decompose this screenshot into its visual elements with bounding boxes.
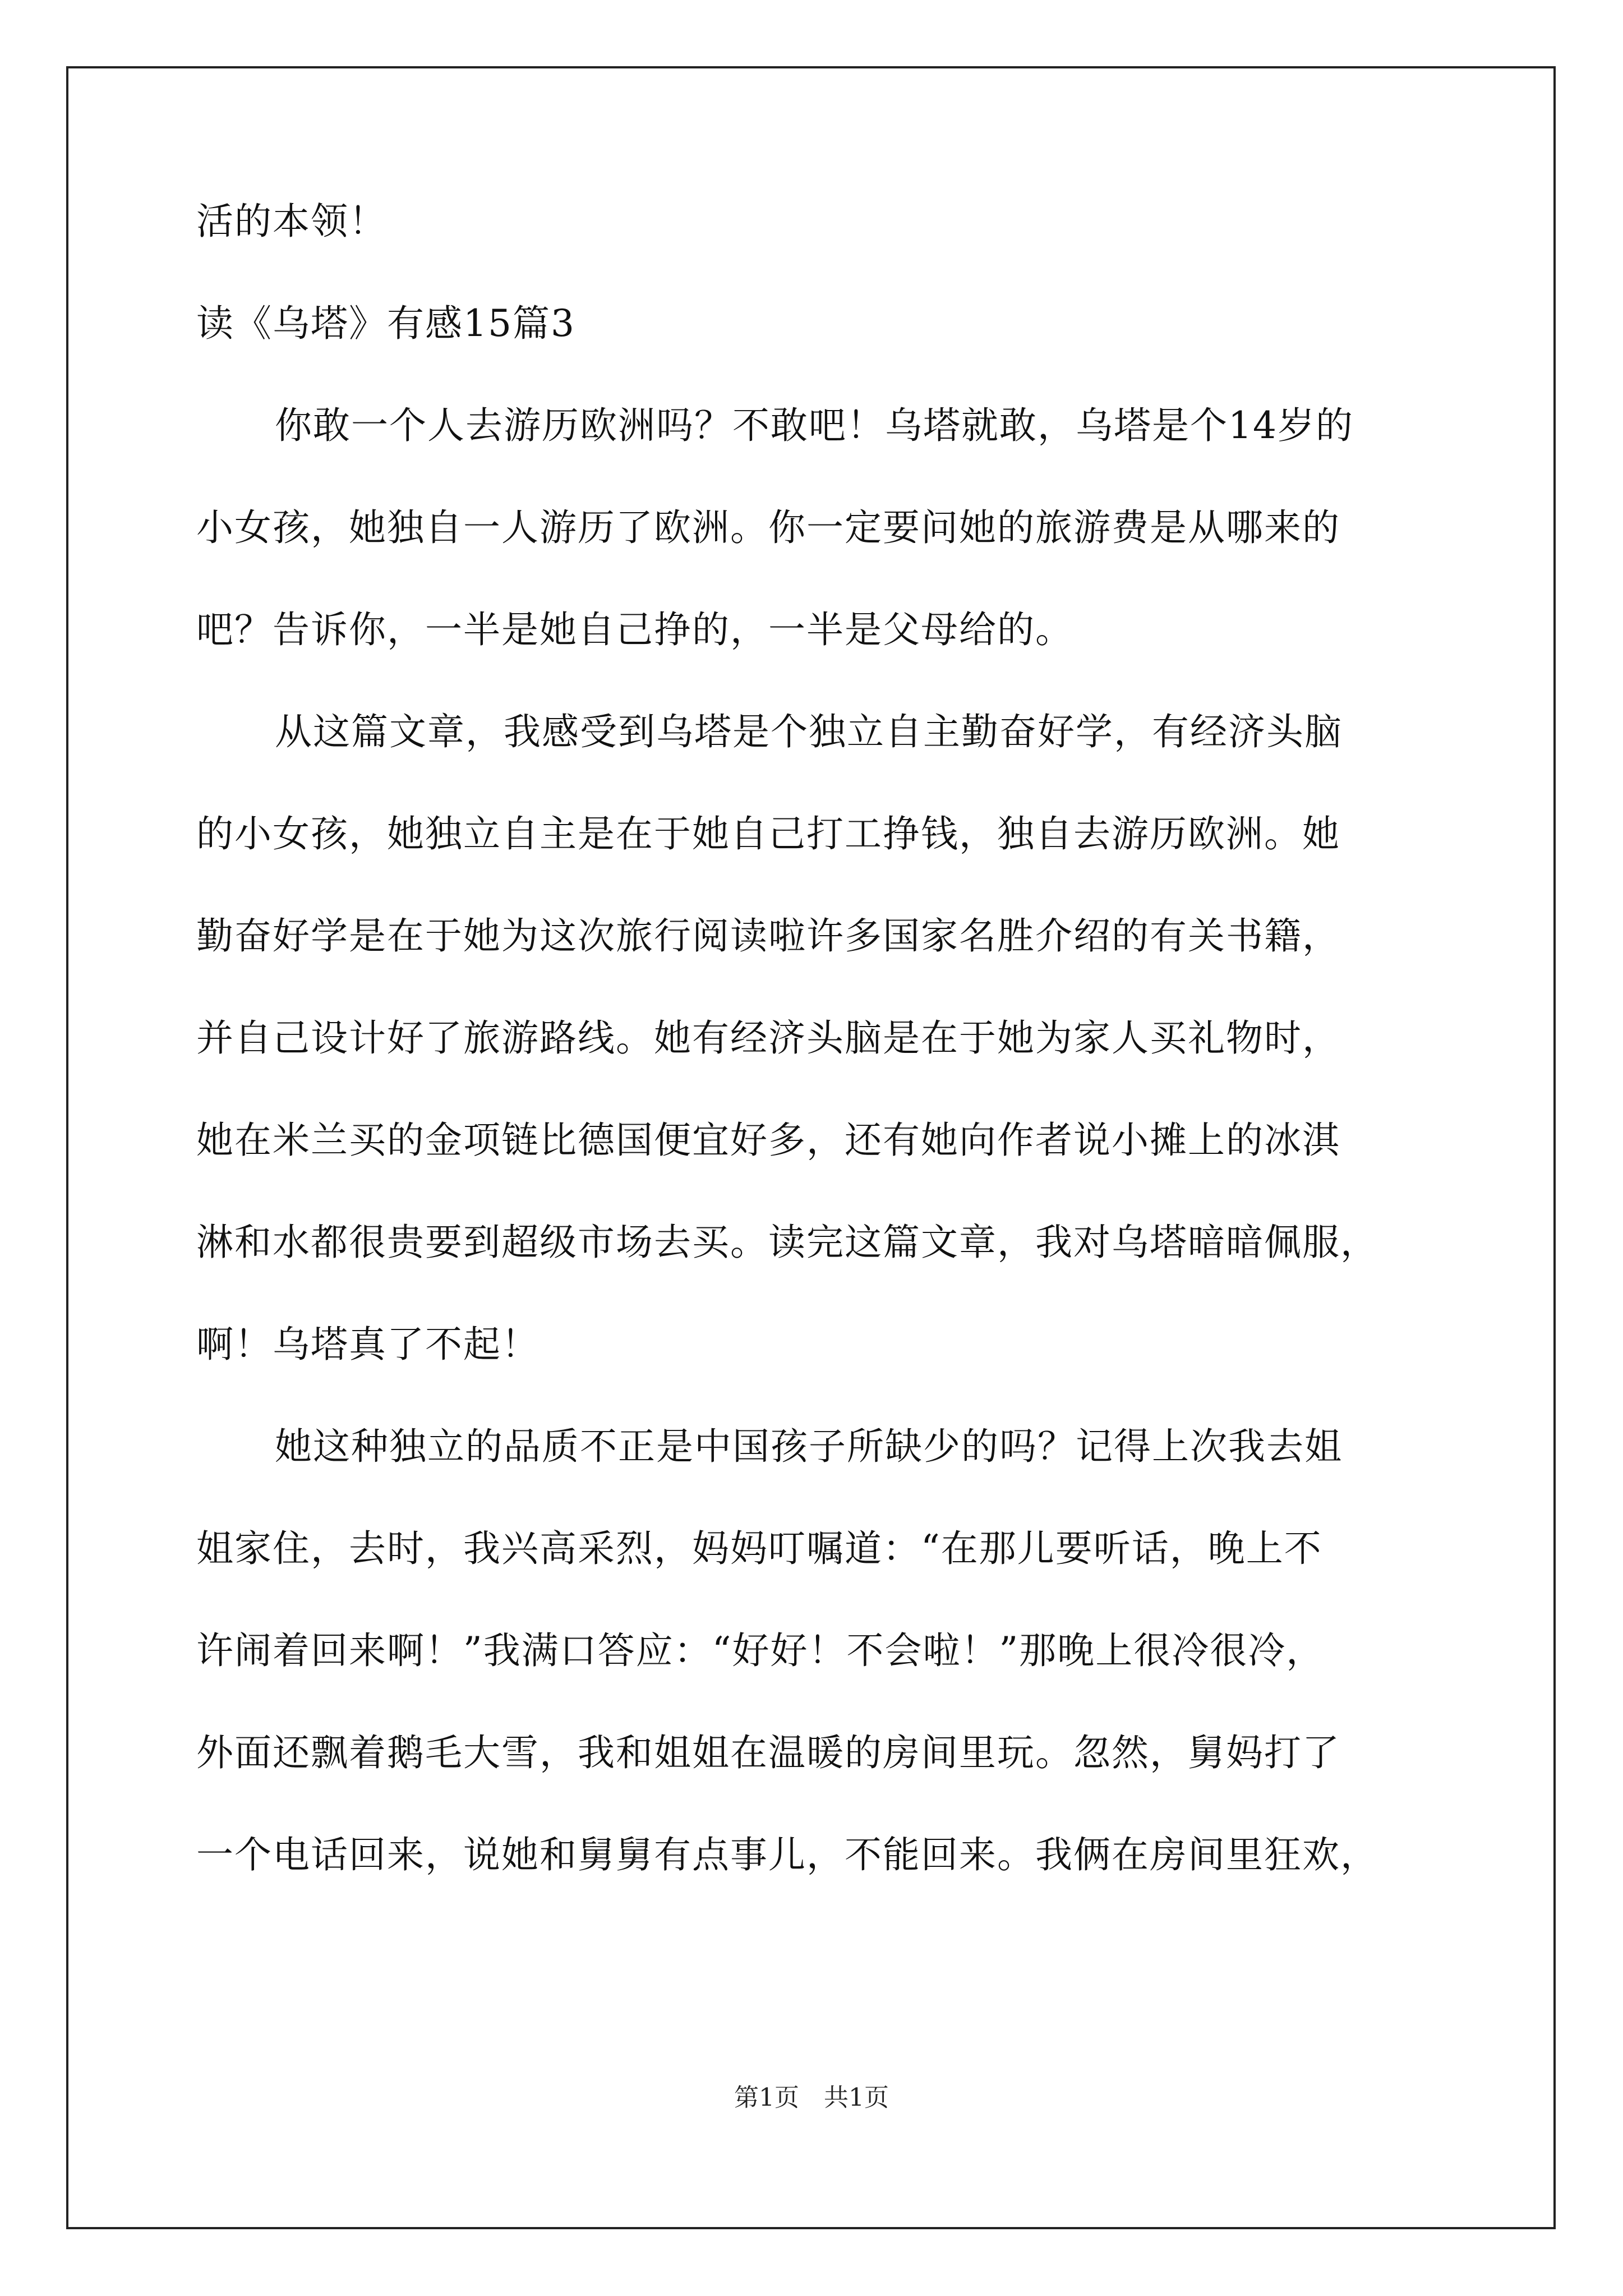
paragraph-line: 啊！乌塔真了不起！ <box>196 1323 540 1366</box>
paragraph-line: 勤奋好学是在于她为这次旅行阅读啦许多国家名胜介绍的有关书籍， <box>196 914 1340 958</box>
paragraph-line: 小女孩，她独自一人游历了欧洲。你一定要问她的旅游费是从哪来的 <box>196 506 1340 549</box>
paragraph-line: 并自己设计好了旅游路线。她有经济头脑是在于她为家人买礼物时， <box>196 1016 1340 1060</box>
text-line: 活的本领！ <box>196 200 387 243</box>
paragraph-line: 一个电话回来，说她和舅舅有点事儿，不能回来。我俩在房间里狂欢， <box>196 1833 1378 1876</box>
paragraph-line: 她在米兰买的金项链比德国便宜好多，还有她向作者说小摊上的冰淇 <box>196 1119 1340 1162</box>
paragraph-line: 姐家住，去时，我兴高采烈，妈妈叮嘱道：“在那儿要听话，晚上不 <box>196 1527 1322 1570</box>
paragraph-line: 吧？告诉你，一半是她自己挣的，一半是父母给的。 <box>196 608 1073 651</box>
paragraph-line: 淋和水都很贵要到超级市场去买。读完这篇文章，我对乌塔暗暗佩服， <box>196 1221 1378 1264</box>
paragraph-line: 你敢一个人去游历欧洲吗？不敢吧！乌塔就敢，乌塔是个14岁的 <box>275 404 1354 447</box>
paragraph-line: 从这篇文章，我感受到乌塔是个独立自主勤奋好学，有经济头脑 <box>275 710 1343 753</box>
section-heading: 读《乌塔》有感15篇3 <box>196 302 575 345</box>
document-body <box>196 202 1430 1875</box>
paragraph-line: 的小女孩，她独立自主是在于她自己打工挣钱，独自去游历欧洲。她 <box>196 812 1340 855</box>
paragraph-line: 她这种独立的品质不正是中国孩子所缺少的吗？记得上次我去姐 <box>275 1425 1343 1468</box>
paragraph-line: 外面还飘着鹅毛大雪，我和姐姐在温暖的房间里玩。忽然，舅妈打了 <box>196 1731 1340 1774</box>
paragraph-line: 许闹着回来啊！”我满口答应：“好好！不会啦！”那晚上很冷很冷， <box>196 1629 1325 1672</box>
page-footer: 第1页 共1页 <box>734 2083 889 2112</box>
